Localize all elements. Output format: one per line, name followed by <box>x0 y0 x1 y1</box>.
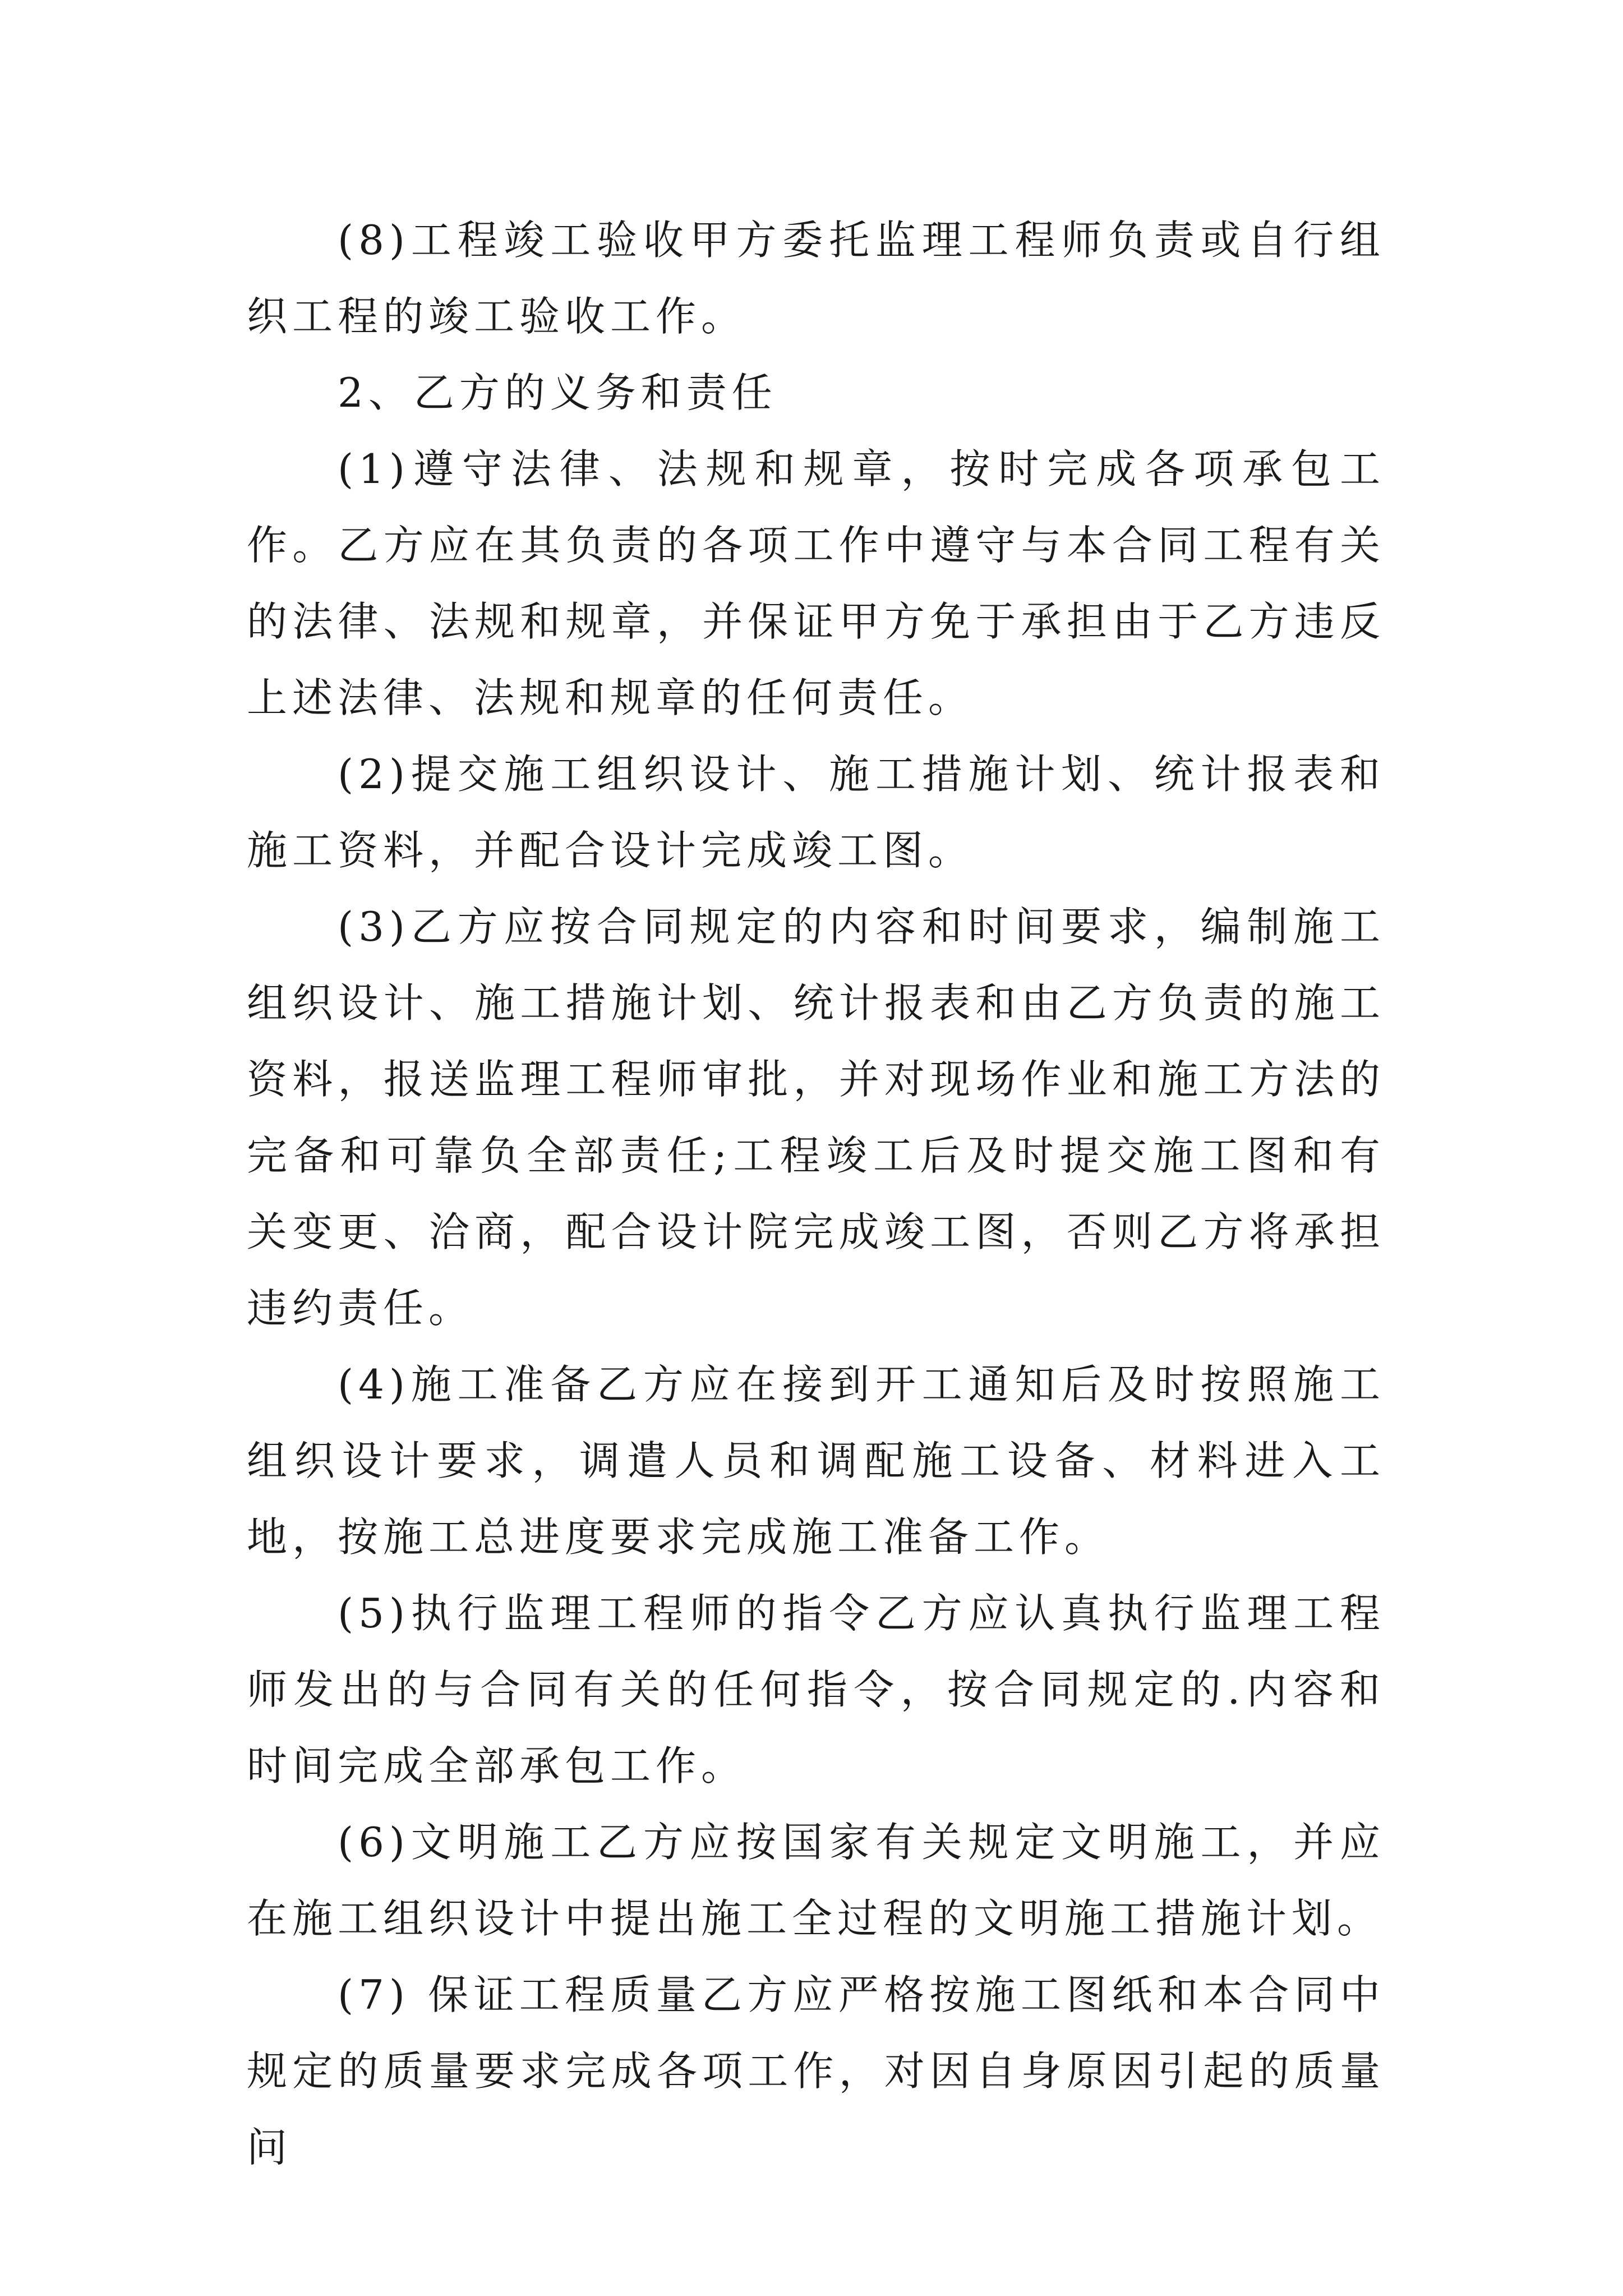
paragraph-item-2: (2)提交施工组织设计、施工措施计划、统计报表和施工资料，并配合设计完成竣工图。 <box>247 751 1385 874</box>
paragraph-item-3: (3)乙方应按合同规定的内容和时间要求，编制施工组织设计、施工措施计划、统计报表和由乙方负责的施工资料，报送监理工程师审批，并对现场作业和施工方法的完备和可靠负全部责任;工程竣工后及时提交施工图和有关变更、洽商，配合设计院完成竣工图，否则乙方将承担违约责任。 <box>247 903 1385 1332</box>
paragraph-item-7: (7) 保证工程质量乙方应严格按施工图纸和本合同中规定的质量要求完成各项工作，对因自身原因引起的质量问 <box>247 1971 1385 2171</box>
paragraph-item-4: (4)施工准备乙方应在接到开工通知后及时按照施工组织设计要求，调遣人员和调配施工设备、材料进入工地，按施工总进度要求完成施工准备工作。 <box>247 1361 1385 1561</box>
paragraph-item-6: (6)文明施工乙方应按国家有关规定文明施工，并应在施工组织设计中提出施工全过程的文明施工措施计划。 <box>247 1819 1385 1942</box>
paragraph-item-8: (8)工程竣工验收甲方委托监理工程师负责或自行组织工程的竣工验收工作。 <box>247 217 1385 340</box>
paragraph-item-1: (1)遵守法律、法规和规章，按时完成各项承包工作。乙方应在其负责的各项工作中遵守与本合同工程有关的法律、法规和规章，并保证甲方免于承担由于乙方违反上述法律、法规和规章的任何责任。 <box>247 445 1385 721</box>
paragraph-item-5: (5)执行监理工程师的指令乙方应认真执行监理工程师发出的与合同有关的任何指令，按合同规定的.内容和时间完成全部承包工作。 <box>247 1590 1385 1789</box>
document-body <box>247 202 1385 2185</box>
section-heading-party-b: 2、乙方的义务和责任 <box>338 369 777 416</box>
